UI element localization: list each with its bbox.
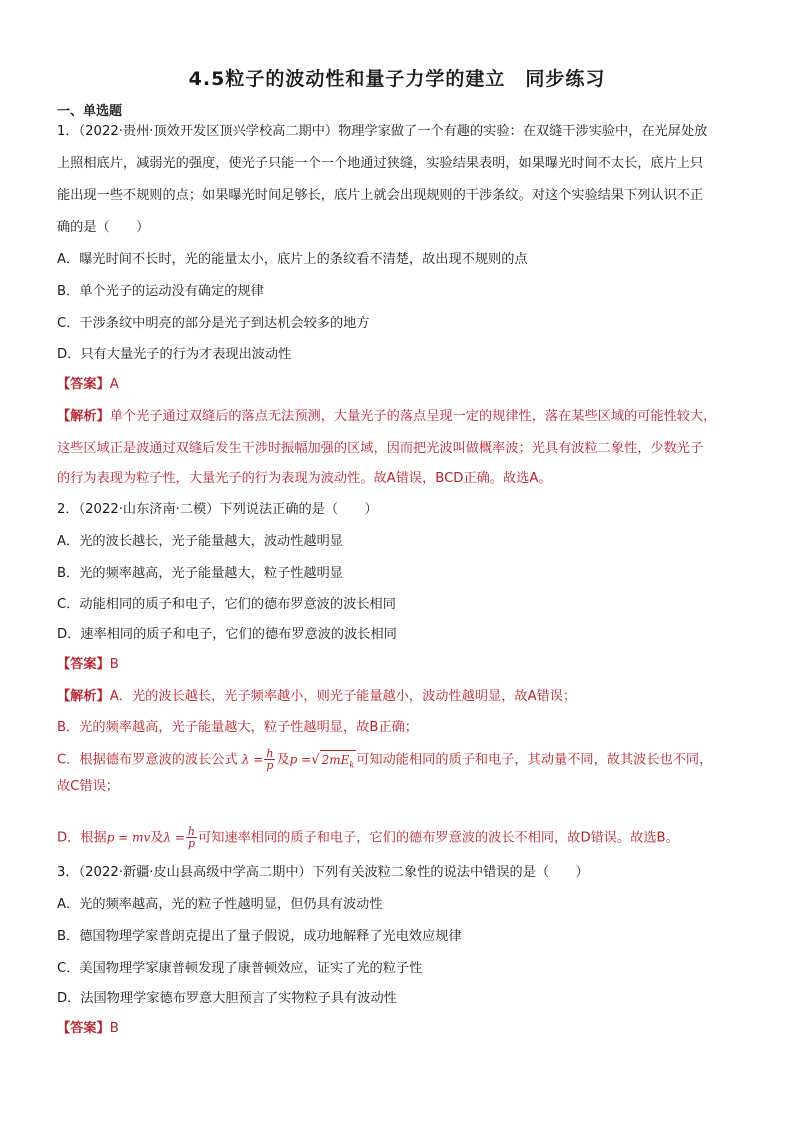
q2-option-a: A．光的波长越长，光子能量越大，波动性越明显 [57, 534, 343, 549]
q3-answer [57, 1020, 119, 1038]
explanation-text: 可知动能相同的质子和电子，其动量不同，故其波长也不同， [356, 752, 713, 768]
q3-option-b: B．德国物理学家普朗克提出了量子假说，成功地解释了光电效应规律 [57, 929, 462, 944]
fraction-numerator: h [187, 825, 196, 838]
q2-answer [57, 656, 119, 674]
answer-tag: 【答案】 [57, 657, 110, 672]
answer-value: B [109, 657, 119, 672]
conjunction: 及 [150, 830, 164, 846]
q1-option-c: C．干涉条纹中明亮的部分是光子到达机会较多的地方 [57, 316, 370, 331]
q1-explanation-line-2: 这些区域正是波通过双缝后发生干涉时振幅加强的区域，因而把光波叫做概率波；光具有波粒二象性，少数光子 [57, 441, 704, 456]
fraction-denominator: p [266, 759, 274, 772]
q2-explanation-line-4: 故C错误； [57, 779, 119, 794]
explanation-text: 单个光子通过双缝后的落点无法预测，大量光子的落点呈现一定的规律性，落在某些区域的可能性较大， [109, 409, 717, 424]
q1-answer [57, 376, 119, 394]
q3-option-a: A．光的频率越高，光的粒子性越明显，但仍具有波动性 [57, 897, 383, 912]
q3-option-d: D．法国物理学家德布罗意大胆预言了实物粒子具有波动性 [57, 991, 397, 1006]
answer-tag: 【答案】 [57, 1021, 110, 1036]
q1-stem-line-4: 确的是（ ） [57, 220, 150, 235]
answer-value: A [109, 377, 119, 392]
fraction-denominator: p [187, 837, 195, 850]
q2-explanation-line-3: C．根据德布罗意波的波长公式 λ = $\frac{h}{p}$ 及p =√ $2mE_k$ 可知动能相同的质子和电子，其动量不同，故其波长也不同， [57, 747, 713, 772]
subscript-k: k [349, 759, 355, 769]
q1-option-d: D．只有大量光子的行为才表现出波动性 [57, 347, 292, 362]
q1-option-a: A．曝光时间不长时，光的能量太小，底片上的条纹看不清楚，故出现不规则的点 [57, 252, 528, 267]
formula-sqrt [320, 750, 357, 774]
fraction-numerator: h [266, 747, 274, 760]
section-heading: 一、单选题 [57, 104, 123, 119]
q1-stem-line-1: 1．（2022·贵州·顶效开发区顶兴学校高二期中）物理学家做了一个有趣的实验：在双缝干涉实验中，在光屏处放 [57, 124, 708, 139]
q2-explanation-line-1 [57, 688, 576, 706]
conjunction: 及 [276, 752, 290, 768]
formula-lambda: λ = [163, 830, 185, 845]
answer-value: B [109, 1021, 119, 1036]
explanation-tag: 【解析】 [57, 689, 110, 704]
explanation-tag: 【解析】 [57, 409, 110, 424]
q1-explanation-line-1 [57, 408, 716, 426]
explanation-text: D．根据 [57, 830, 107, 846]
formula-lambda: λ = [241, 752, 264, 767]
answer-tag: 【答案】 [57, 377, 110, 392]
q3-stem-line-1: 3．（2022·新疆·皮山县高级中学高二期中）下列有关波粒二象性的说法中错误的是（ ） [57, 865, 589, 880]
explanation-text: A．光的波长越长，光子频率越小，则光子能量越小，波动性越明显，故A错误； [109, 689, 577, 704]
formula-fraction [264, 748, 275, 771]
sqrt-content: 2mE [321, 752, 350, 767]
page-title: 4.5粒子的波动性和量子力学的建立 同步练习 [188, 68, 606, 90]
q1-stem-line-2: 上照相底片，减弱光的强度，使光子只能一个一个地通过狭缝，实验结果表明，如果曝光时间不太长，底片上只 [57, 156, 704, 171]
q2-explanation-line-2: B．光的频率越高，光子能量越大，粒子性越明显，故B正确； [57, 720, 418, 735]
formula-p: p = [289, 752, 312, 767]
q1-stem-line-3: 能出现一些不规则的点；如果曝光时间足够长，底片上就会出现规则的干涉条纹。对这个实验结果下列认识不正 [57, 188, 704, 203]
q1-explanation-line-3: 的行为表现为粒子性，大量光子的行为表现为波动性。故A错误，BCD正确。故选A。 [57, 471, 552, 486]
q2-stem-line-1: 2．（2022·山东济南·二模）下列说法正确的是（ ） [57, 502, 378, 517]
q2-option-d: D．速率相同的质子和电子，它们的德布罗意波的波长相同 [57, 627, 397, 642]
q1-option-b: B．单个光子的运动没有确定的规律 [57, 284, 264, 299]
q2-option-c: C．动能相同的质子和电子，它们的德布罗意波的波长相同 [57, 597, 396, 612]
formula-momentum: p = mv [106, 830, 151, 845]
q2-option-b: B．光的频率越高，光子能量越大，粒子性越明显 [57, 566, 343, 581]
explanation-text: C．根据德布罗意波的波长公式 [57, 752, 238, 768]
q2-explanation-line-5 [57, 826, 679, 849]
explanation-text: 可知速率相同的质子和电子，它们的德布罗意波的波长不相同，故D错误。故选B。 [198, 830, 679, 846]
formula-fraction [186, 826, 197, 849]
q3-option-c: C．美国物理学家康普顿发现了康普顿效应，证实了光的粒子性 [57, 961, 423, 976]
